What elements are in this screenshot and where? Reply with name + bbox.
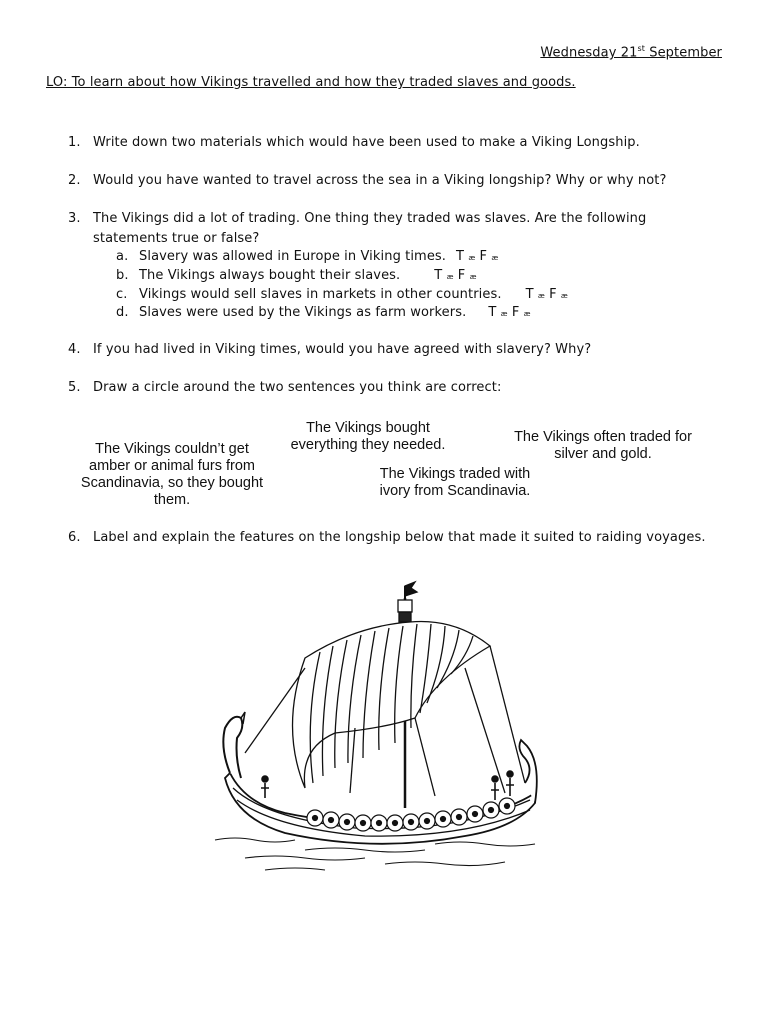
false-option: F xyxy=(511,305,520,320)
statement-letter: d. xyxy=(116,305,129,320)
question-4 xyxy=(68,342,591,357)
checkbox-glyph: æ xyxy=(500,310,508,318)
date-month: September xyxy=(645,45,722,61)
true-option: T xyxy=(488,305,497,320)
checkbox-glyph: æ xyxy=(523,310,531,318)
statement-text: Vikings would sell slaves in markets in other countries. xyxy=(139,287,502,302)
checkbox-glyph: æ xyxy=(446,273,454,281)
checkbox-glyph: æ xyxy=(491,254,499,262)
question-number: 2. xyxy=(68,173,81,188)
statement-a xyxy=(116,249,498,264)
question-number: 3. xyxy=(68,211,81,226)
question-5 xyxy=(68,380,501,395)
date-ordinal: st xyxy=(637,44,645,53)
statement-letter: a. xyxy=(116,249,129,264)
question-text: Would you have wanted to travel across the sea in a Viking longship? Why or why not? xyxy=(93,173,667,188)
true-false-options[interactable] xyxy=(488,305,530,320)
false-option: F xyxy=(479,249,488,264)
question-number: 1. xyxy=(68,135,81,150)
statement-text: The Vikings always bought their slaves. xyxy=(139,268,401,283)
question-number: 5. xyxy=(68,380,81,395)
checkbox-glyph: æ xyxy=(468,254,476,262)
question-text: The Vikings did a lot of trading. One thing they traded was slaves. Are the following xyxy=(93,211,647,226)
checkbox-glyph: æ xyxy=(537,292,545,300)
date-day: Wednesday 21 xyxy=(540,45,638,61)
worksheet-date xyxy=(540,44,722,60)
true-option: T xyxy=(434,268,443,283)
question-2 xyxy=(68,173,666,188)
sentence-bought-everything[interactable]: The Vikings bought everything they needed. xyxy=(290,420,446,453)
checkbox-glyph: æ xyxy=(560,292,568,300)
question-3 xyxy=(68,211,646,226)
true-option: T xyxy=(525,287,534,302)
statement-b xyxy=(116,268,477,283)
question-text: Write down two materials which would have been used to make a Viking Longship. xyxy=(93,135,640,150)
question-number: 6. xyxy=(68,530,81,545)
sentence-traded-ivory[interactable]: The Vikings traded with ivory from Scandinavia. xyxy=(379,466,531,499)
question-text: Draw a circle around the two sentences you think are correct: xyxy=(93,380,502,395)
statement-text: Slaves were used by the Vikings as farm workers. xyxy=(139,305,467,320)
viking-longship-illustration xyxy=(205,578,555,878)
checkbox-glyph: æ xyxy=(469,273,477,281)
true-false-options[interactable] xyxy=(526,287,568,302)
sentence-couldnt-get-amber[interactable]: The Vikings couldn’t get amber or animal furs from Scandinavia, so they bought them. xyxy=(80,441,264,507)
sentence-silver-gold[interactable]: The Vikings often traded for silver and gold. xyxy=(514,429,692,462)
question-text: Label and explain the features on the longship below that made it suited to raiding voyages. xyxy=(93,530,706,545)
statement-letter: b. xyxy=(116,268,129,283)
question-1 xyxy=(68,135,640,150)
statement-d xyxy=(116,305,531,320)
false-option: F xyxy=(457,268,466,283)
question-number: 4. xyxy=(68,342,81,357)
statement-c xyxy=(116,287,568,302)
question-6 xyxy=(68,530,706,545)
true-option: T xyxy=(456,249,465,264)
false-option: F xyxy=(549,287,557,302)
statement-text: Slavery was allowed in Europe in Viking times. xyxy=(139,249,447,264)
true-false-options[interactable] xyxy=(434,268,476,283)
question-3-continued: statements true or false? xyxy=(93,231,260,246)
statement-letter: c. xyxy=(116,287,128,302)
question-text: If you had lived in Viking times, would you have agreed with slavery? Why? xyxy=(93,342,592,357)
true-false-options[interactable] xyxy=(456,249,498,264)
learning-objective: LO: To learn about how Vikings travelled and how they traded slaves and goods. xyxy=(46,75,576,90)
